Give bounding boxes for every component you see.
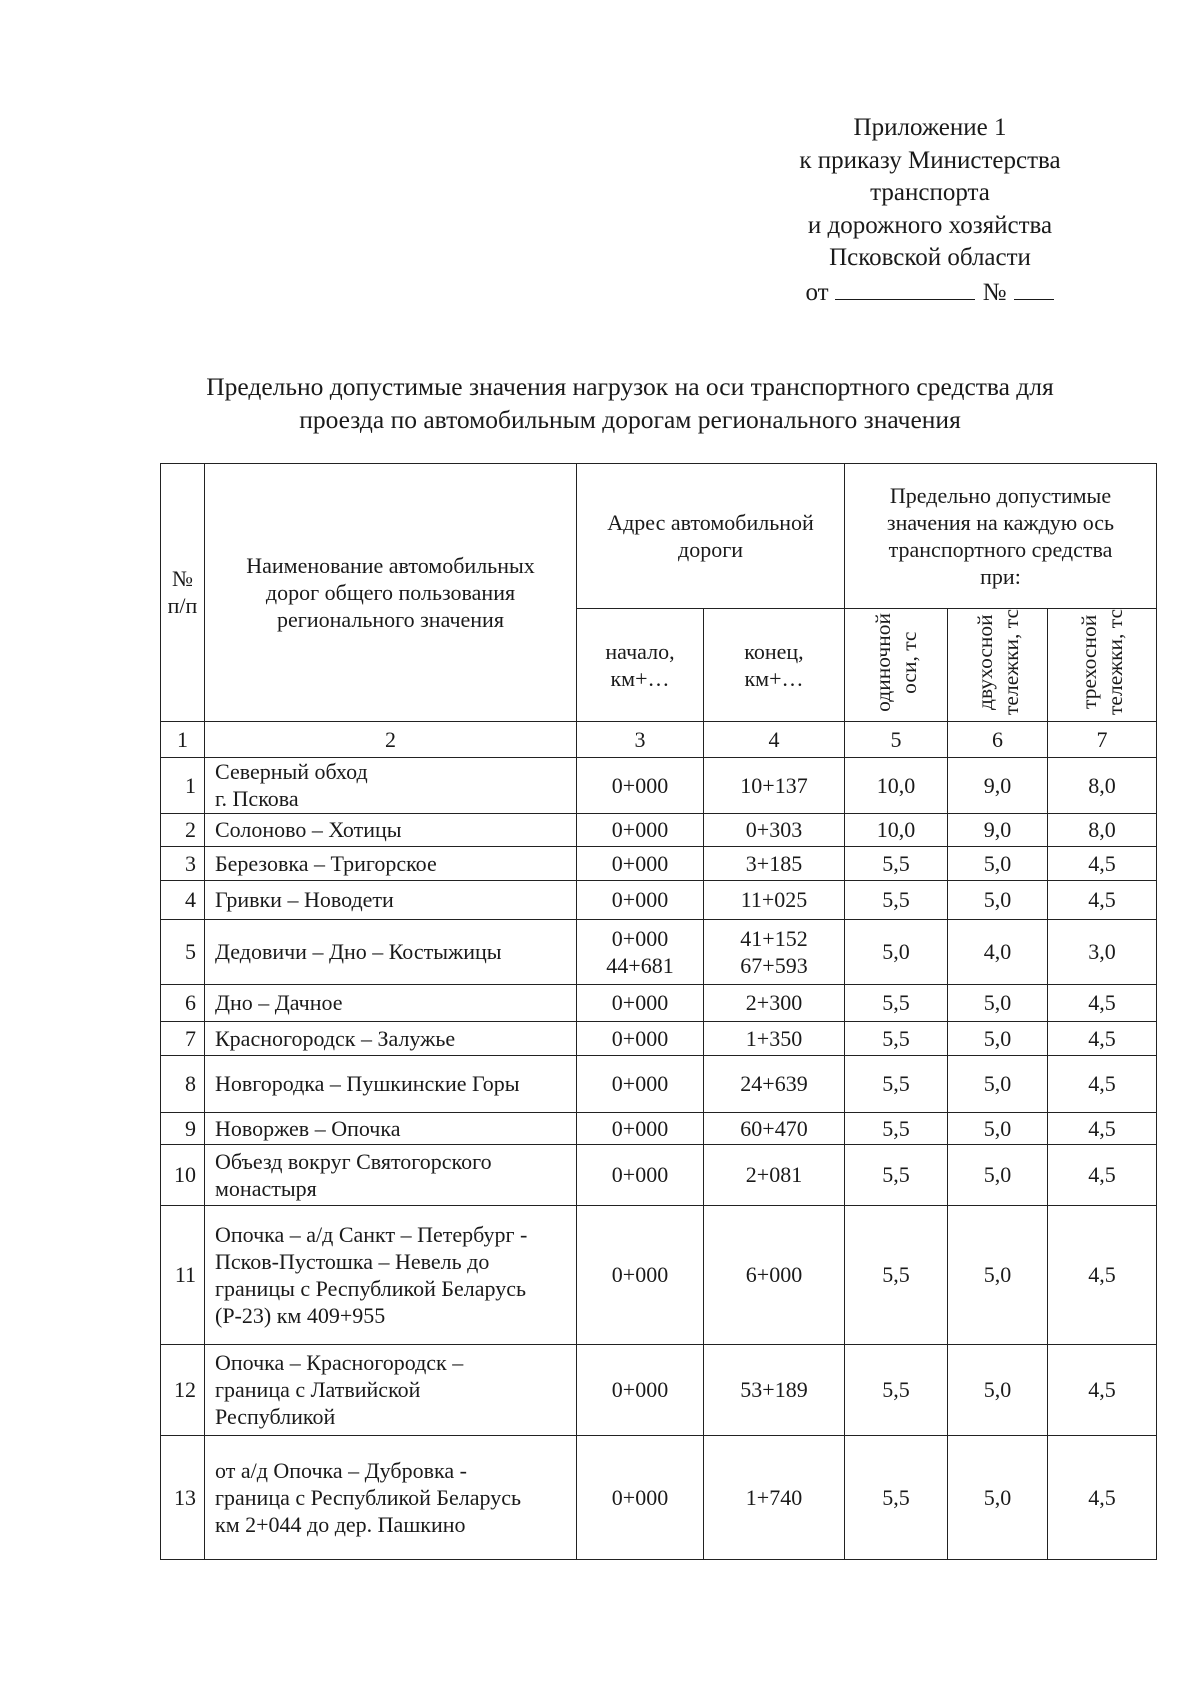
end-km-line: 2+300 [745, 990, 803, 1016]
table-row [161, 813, 1157, 846]
row-number: 3 [161, 846, 205, 880]
double-bogie-load: 5,0 [948, 984, 1048, 1021]
table-row [161, 880, 1157, 919]
row-number: 2 [161, 813, 205, 846]
triple-bogie-load: 4,5 [1048, 1205, 1157, 1344]
date-blank [835, 275, 975, 300]
road-name [205, 1344, 577, 1435]
end-km [704, 813, 845, 846]
triple-bogie-load: 4,5 [1048, 1144, 1157, 1205]
start-km [577, 880, 704, 919]
start-km-line: 0+000 [611, 887, 669, 913]
road-name-line: (Р-23) км 409+955 [215, 1302, 386, 1328]
double-bogie-load: 9,0 [948, 813, 1048, 846]
triple-bogie-load: 4,5 [1048, 1435, 1157, 1559]
road-name-line: Дедовичи – Дно – Костыжицы [215, 939, 502, 965]
end-km [704, 757, 845, 813]
table-row [161, 757, 1157, 813]
single-axle-load: 5,5 [845, 880, 948, 919]
column-number: 3 [577, 721, 704, 757]
road-name [205, 1435, 577, 1559]
double-bogie-load: 5,0 [948, 1112, 1048, 1144]
table-row [161, 1112, 1157, 1144]
appendix-line: транспорта [870, 179, 990, 206]
appendix-line: к приказу Министерства [799, 146, 1061, 174]
road-name-line: Солоново – Хотицы [215, 817, 402, 843]
row-number: 10 [161, 1144, 205, 1205]
road-name-line: Новоржев – Опочка [215, 1115, 401, 1141]
start-km-line: 44+681 [606, 952, 674, 978]
header-road-name: Наименование автомобильных дорог общего пользования регионального значения [205, 464, 577, 722]
end-km [704, 1344, 845, 1435]
appendix-line: Псковской области [829, 244, 1031, 271]
road-name-line: границы с Республикой Беларусь [215, 1275, 527, 1301]
road-name [205, 1021, 577, 1055]
end-km [704, 1435, 845, 1559]
road-name-line: км 2+044 до дер. Пашкино [215, 1511, 466, 1537]
end-km [704, 1144, 845, 1205]
start-km-line: 0+000 [611, 1115, 669, 1141]
road-name-line: Псков-Пустошка – Невель до [215, 1248, 490, 1274]
start-km-line: 0+000 [611, 772, 669, 798]
header-triple-bogie: трехосной тележки, тс [1048, 609, 1157, 722]
appendix-line: Приложение 1 [853, 114, 1007, 141]
double-bogie-load: 5,0 [948, 1055, 1048, 1112]
triple-bogie-load: 4,5 [1048, 846, 1157, 880]
double-bogie-load: 5,0 [948, 1435, 1048, 1559]
road-name-line: Республикой [215, 1404, 336, 1430]
end-km-line: 0+303 [745, 817, 803, 843]
single-axle-load: 10,0 [845, 813, 948, 846]
end-km-line: 41+152 [740, 925, 808, 951]
row-number: 6 [161, 984, 205, 1021]
start-km [577, 1112, 704, 1144]
start-km-line: 0+000 [611, 1025, 669, 1051]
start-km [577, 919, 704, 984]
start-km [577, 1021, 704, 1055]
end-km-line: 2+081 [745, 1162, 803, 1188]
appendix-header [770, 112, 1090, 309]
document-title [150, 370, 1110, 436]
triple-bogie-load: 3,0 [1048, 919, 1157, 984]
row-number: 5 [161, 919, 205, 984]
end-km-line: 11+025 [740, 887, 808, 913]
table-row [161, 1344, 1157, 1435]
table-row [161, 1021, 1157, 1055]
row-number: 1 [161, 757, 205, 813]
header-end: конец, км+… [704, 609, 845, 722]
single-axle-load: 5,5 [845, 984, 948, 1021]
road-name-line: Красногородск – Залужье [215, 1025, 456, 1051]
road-name [205, 757, 577, 813]
double-bogie-load: 5,0 [948, 1205, 1048, 1344]
row-number: 9 [161, 1112, 205, 1144]
start-km-line: 0+000 [611, 1484, 669, 1510]
road-name [205, 880, 577, 919]
header-limits: Предельно допустимые значения на каждую ось транспортного средства при: [845, 464, 1157, 609]
road-name [205, 1144, 577, 1205]
end-km-line: 24+639 [740, 1071, 808, 1097]
single-axle-load: 5,5 [845, 1055, 948, 1112]
end-km [704, 1021, 845, 1055]
road-name [205, 1205, 577, 1344]
header-row-top [161, 464, 1157, 609]
table-row [161, 919, 1157, 984]
road-name-line: Северный обход [215, 759, 368, 785]
road-name-line: монастыря [215, 1175, 317, 1201]
road-name-line: граница с Республикой Беларусь [215, 1484, 522, 1510]
start-km-line: 0+000 [611, 850, 669, 876]
end-km [704, 846, 845, 880]
road-name-line: Березовка – Тригорское [215, 850, 437, 876]
double-bogie-load: 5,0 [948, 1344, 1048, 1435]
single-axle-load: 5,5 [845, 1112, 948, 1144]
single-axle-load: 5,5 [845, 1144, 948, 1205]
road-name [205, 1112, 577, 1144]
triple-bogie-load: 4,5 [1048, 1055, 1157, 1112]
row-number: 12 [161, 1344, 205, 1435]
road-name-line: граница с Латвийской [215, 1377, 421, 1403]
table-row [161, 984, 1157, 1021]
table-row [161, 1144, 1157, 1205]
end-km [704, 1055, 845, 1112]
end-km [704, 984, 845, 1021]
road-name-line: г. Пскова [215, 786, 299, 812]
start-km [577, 757, 704, 813]
column-number: 4 [704, 721, 845, 757]
header-single-axle: одиночной оси, тс [845, 609, 948, 722]
triple-bogie-load: 4,5 [1048, 1112, 1157, 1144]
appendix-line: и дорожного хозяйства [807, 211, 1053, 239]
start-km-line: 0+000 [611, 1377, 669, 1403]
end-km-line: 60+470 [740, 1115, 808, 1141]
road-name-line: Опочка – а/д Санкт – Петербург - [215, 1221, 528, 1247]
end-km [704, 880, 845, 919]
single-axle-load: 5,5 [845, 1435, 948, 1559]
column-number: 6 [948, 721, 1048, 757]
triple-bogie-load: 4,5 [1048, 1021, 1157, 1055]
start-km-line: 0+000 [611, 1071, 669, 1097]
column-number: 5 [845, 721, 948, 757]
header-number: № п/п [161, 464, 205, 722]
start-km [577, 1344, 704, 1435]
end-km-line: 10+137 [740, 772, 808, 798]
column-number: 7 [1048, 721, 1157, 757]
from-label: от [805, 278, 829, 306]
single-axle-load: 5,5 [845, 846, 948, 880]
start-km [577, 984, 704, 1021]
start-km [577, 1205, 704, 1344]
axle-load-table [160, 463, 1157, 1560]
start-km-line: 0+000 [611, 817, 669, 843]
double-bogie-load: 9,0 [948, 757, 1048, 813]
header-start: начало, км+… [577, 609, 704, 722]
start-km-line: 0+000 [611, 1162, 669, 1188]
start-km-line: 0+000 [611, 1262, 669, 1288]
end-km-line: 53+189 [740, 1377, 808, 1403]
start-km-line: 0+000 [611, 990, 669, 1016]
end-km [704, 1112, 845, 1144]
end-km-line: 6+000 [745, 1262, 803, 1288]
row-number: 13 [161, 1435, 205, 1559]
end-km-line: 1+740 [745, 1484, 803, 1510]
table-body [161, 757, 1157, 1559]
double-bogie-load: 5,0 [948, 1144, 1048, 1205]
start-km [577, 846, 704, 880]
triple-bogie-load: 8,0 [1048, 757, 1157, 813]
double-bogie-load: 5,0 [948, 1021, 1048, 1055]
table-row [161, 1435, 1157, 1559]
header-double-bogie: двухосной тележки, тс [948, 609, 1048, 722]
number-blank [1014, 275, 1054, 300]
header-road-address: Адрес автомобильной дороги [577, 464, 845, 609]
single-axle-load: 10,0 [845, 757, 948, 813]
single-axle-load: 5,5 [845, 1205, 948, 1344]
end-km [704, 1205, 845, 1344]
road-name-line: Новгородка – Пушкинские Горы [215, 1071, 520, 1097]
triple-bogie-load: 4,5 [1048, 880, 1157, 919]
column-number-row [161, 721, 1157, 757]
end-km-line: 67+593 [740, 952, 808, 978]
road-name-line: Опочка – Красногородск – [215, 1350, 464, 1376]
road-name-line: от а/д Опочка – Дубровка - [215, 1457, 467, 1483]
road-name-line: Объезд вокруг Святогорского [215, 1148, 492, 1174]
single-axle-load: 5,5 [845, 1344, 948, 1435]
table-row [161, 1205, 1157, 1344]
column-number: 2 [205, 721, 577, 757]
table-row [161, 846, 1157, 880]
row-number: 4 [161, 880, 205, 919]
row-number: 7 [161, 1021, 205, 1055]
column-number: 1 [161, 721, 205, 757]
single-axle-load: 5,5 [845, 1021, 948, 1055]
title-line: Предельно допустимые значения нагрузок на оси транспортного средства для [206, 372, 1054, 401]
triple-bogie-load: 4,5 [1048, 984, 1157, 1021]
single-axle-load: 5,0 [845, 919, 948, 984]
start-km-line: 0+000 [611, 925, 669, 951]
row-number: 11 [161, 1205, 205, 1344]
double-bogie-load: 4,0 [948, 919, 1048, 984]
road-name [205, 813, 577, 846]
end-km-line: 1+350 [745, 1025, 803, 1051]
row-number: 8 [161, 1055, 205, 1112]
road-name [205, 1055, 577, 1112]
road-name [205, 919, 577, 984]
road-name [205, 846, 577, 880]
number-label: № [982, 278, 1007, 306]
double-bogie-load: 5,0 [948, 846, 1048, 880]
road-name-line: Гривки – Новодети [215, 887, 394, 913]
road-name-line: Дно – Дачное [215, 990, 343, 1016]
appendix-date-number-line [770, 275, 1090, 310]
start-km [577, 1055, 704, 1112]
triple-bogie-load: 8,0 [1048, 813, 1157, 846]
start-km [577, 1435, 704, 1559]
road-name [205, 984, 577, 1021]
title-line: проезда по автомобильным дорогам регионального значения [299, 405, 961, 434]
end-km [704, 919, 845, 984]
triple-bogie-load: 4,5 [1048, 1344, 1157, 1435]
end-km-line: 3+185 [745, 850, 803, 876]
double-bogie-load: 5,0 [948, 880, 1048, 919]
table-row [161, 1055, 1157, 1112]
start-km [577, 813, 704, 846]
start-km [577, 1144, 704, 1205]
